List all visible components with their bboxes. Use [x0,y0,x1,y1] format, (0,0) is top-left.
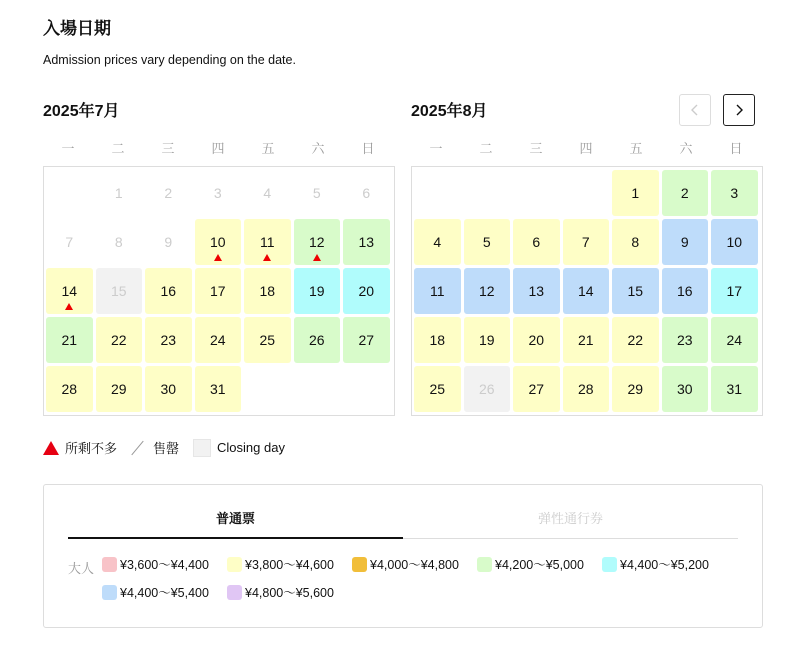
calendar-day[interactable] [244,219,291,265]
day-number: 24 [209,332,226,348]
few-left-icon [43,441,59,455]
day-number: 2 [680,185,689,201]
day-number: 9 [680,234,689,250]
day-number: 7 [65,234,74,250]
calendar-day[interactable] [513,268,560,314]
calendar-day[interactable] [195,219,242,265]
calendar-day[interactable] [612,219,659,265]
day-number: 16 [676,283,693,299]
calendar-day[interactable] [711,366,758,412]
calendar-day[interactable] [612,268,659,314]
calendar-day[interactable] [195,268,242,314]
day-grid [43,166,395,416]
weekday-label: 一 [429,141,443,156]
calendar-day[interactable] [563,366,610,412]
weekday-label: 日 [729,141,743,156]
calendar-day[interactable] [294,219,341,265]
price-tier [102,584,227,600]
tab-regular-ticket[interactable]: 普通票 [68,507,403,539]
day-number: 28 [61,381,78,397]
calendar-day[interactable] [563,317,610,363]
sold-out-label: 售罄 [153,441,180,456]
day-number: 14 [577,283,594,299]
calendar-day [464,366,511,412]
day-number: 23 [676,332,693,348]
weekday-label: 五 [629,141,643,156]
calendar-day[interactable] [563,268,610,314]
calendar-day[interactable] [244,317,291,363]
day-number: 23 [160,332,177,348]
calendar-day[interactable] [662,219,709,265]
day-number: 14 [61,283,78,299]
day-number: 12 [308,234,325,250]
calendar-day[interactable] [612,317,659,363]
weekday-label: 六 [311,141,325,156]
calendar-july [43,100,395,416]
day-number: 27 [358,332,375,348]
price-color-swatch [352,557,367,572]
adult-label: 大人 [68,561,95,576]
day-number: 21 [61,332,78,348]
day-number: 20 [528,332,545,348]
calendar-day[interactable] [662,317,709,363]
calendar-day [96,268,143,314]
price-range-label: ¥3,800〜¥4,600 [245,558,334,572]
day-number: 19 [308,283,325,299]
calendar-day[interactable] [414,317,461,363]
weekday-label: 六 [679,141,693,156]
calendar-day [96,219,143,265]
calendar-august [411,100,763,416]
day-number: 18 [429,332,446,348]
day-number: 9 [164,234,173,250]
calendar-day[interactable] [662,170,709,216]
day-grid [411,166,763,416]
day-number: 29 [110,381,127,397]
day-number: 20 [358,283,375,299]
chevron-left-icon [690,104,700,116]
day-number: 5 [482,234,491,250]
price-color-swatch [227,585,242,600]
day-number: 17 [209,283,226,299]
price-range-label: ¥4,400〜¥5,200 [620,558,709,572]
day-number: 6 [362,185,371,201]
calendar-empty-cell [46,170,93,216]
day-number: 17 [726,283,743,299]
next-month-button[interactable] [723,94,755,126]
month-title: 2025年7月 [43,103,120,120]
few-left-icon [65,303,73,310]
day-number: 24 [726,332,743,348]
closing-day-label: Closing day [217,440,285,455]
day-number: 31 [726,381,743,397]
weekday-label: 三 [529,141,543,156]
calendar-day[interactable] [414,268,461,314]
calendar-day[interactable] [414,219,461,265]
calendar-empty-cell [513,170,560,216]
calendar-day[interactable] [96,366,143,412]
day-number: 15 [627,283,644,299]
day-number: 31 [209,381,226,397]
calendar-day[interactable] [294,317,341,363]
weekday-header [411,140,763,158]
day-number: 25 [259,332,276,348]
day-number: 7 [581,234,590,250]
calendar-day[interactable] [711,268,758,314]
calendar-day[interactable] [662,268,709,314]
day-number: 16 [160,283,177,299]
price-tier [102,556,227,572]
page-subtitle: Admission prices vary depending on the date. [43,53,296,67]
calendar-day[interactable] [563,219,610,265]
day-number: 4 [433,234,442,250]
calendar-day [145,219,192,265]
day-number: 27 [528,381,545,397]
calendar-day[interactable] [513,219,560,265]
day-number: 3 [730,185,739,201]
day-number: 11 [259,234,275,250]
price-tier [477,556,602,572]
ticket-tabs [68,507,738,539]
day-number: 15 [110,283,127,299]
calendar-day[interactable] [46,268,93,314]
price-tier [227,584,352,600]
chevron-right-icon [734,104,744,116]
calendar-empty-cell [464,170,511,216]
prev-month-button[interactable] [679,94,711,126]
calendar-day[interactable] [612,170,659,216]
few-left-icon [313,254,321,261]
calendar-day[interactable] [294,268,341,314]
calendar-day[interactable] [96,317,143,363]
day-number: 25 [429,381,446,397]
calendar-day[interactable] [145,317,192,363]
calendar-day[interactable] [464,268,511,314]
weekday-label: 日 [361,141,375,156]
calendar-day [96,170,143,216]
price-color-swatch [227,557,242,572]
weekday-header [43,140,395,158]
calendar-day[interactable] [711,219,758,265]
weekday-label: 四 [211,141,225,156]
price-card [43,484,763,628]
day-number: 8 [631,234,640,250]
calendar-day [343,170,390,216]
weekday-label: 二 [479,141,493,156]
calendar-day [145,170,192,216]
day-number: 1 [114,185,123,201]
few-left-icon [263,254,271,261]
calendar-day [294,170,341,216]
month-title: 2025年8月 [411,103,488,120]
price-tier [227,556,352,572]
calendar-day[interactable] [145,366,192,412]
closing-day-icon [193,439,211,457]
calendar-day[interactable] [145,268,192,314]
day-number: 28 [577,381,594,397]
weekday-label: 五 [261,141,275,156]
calendar-day[interactable] [46,366,93,412]
day-number: 12 [478,283,495,299]
calendar-day[interactable] [612,366,659,412]
day-number: 3 [213,185,222,201]
weekday-label: 一 [61,141,75,156]
calendar-day[interactable] [711,317,758,363]
calendar-day [46,219,93,265]
calendar-day[interactable] [195,317,242,363]
day-number: 30 [160,381,177,397]
few-left-icon [214,254,222,261]
day-number: 1 [631,185,640,201]
calendar-legend [43,438,285,457]
day-number: 26 [308,332,325,348]
price-color-swatch [602,557,617,572]
weekday-label: 四 [579,141,593,156]
price-color-swatch [477,557,492,572]
day-number: 10 [209,234,226,250]
calendar-day[interactable] [244,268,291,314]
calendar-day[interactable] [343,219,390,265]
price-range-label: ¥4,800〜¥5,600 [245,586,334,600]
calendar-empty-cell [563,170,610,216]
tab-flex-pass[interactable]: 弹性通行券 [537,511,603,526]
calendar-empty-cell [414,170,461,216]
day-number: 18 [259,283,276,299]
calendar-day[interactable] [414,366,461,412]
few-left-label: 所剩不多 [65,441,118,456]
day-number: 2 [164,185,173,201]
day-number: 30 [676,381,693,397]
day-number: 21 [577,332,594,348]
day-number: 13 [528,283,545,299]
day-number: 22 [110,332,127,348]
sold-out-icon [129,440,147,456]
calendar-day[interactable] [343,317,390,363]
price-legend [102,556,742,600]
price-tier [352,556,477,572]
day-number: 10 [726,234,743,250]
price-tier [602,556,727,572]
day-number: 5 [312,185,321,201]
calendar-day[interactable] [513,317,560,363]
day-number: 4 [263,185,272,201]
page-title: 入場日期 [43,19,111,38]
price-range-label: ¥3,600〜¥4,400 [120,558,209,572]
day-number: 13 [358,234,375,250]
calendar-day[interactable] [711,170,758,216]
day-number: 19 [478,332,495,348]
price-range-label: ¥4,000〜¥4,800 [370,558,459,572]
price-range-label: ¥4,400〜¥5,400 [120,586,209,600]
calendar-day[interactable] [343,268,390,314]
calendar-day[interactable] [513,366,560,412]
calendar-day[interactable] [195,366,242,412]
day-number: 6 [532,234,541,250]
day-number: 11 [429,283,445,299]
price-range-label: ¥4,200〜¥5,000 [495,558,584,572]
weekday-label: 二 [111,141,125,156]
price-color-swatch [102,557,117,572]
calendar-day[interactable] [464,219,511,265]
day-number: 22 [627,332,644,348]
day-number: 29 [627,381,644,397]
weekday-label: 三 [161,141,175,156]
calendar-day[interactable] [46,317,93,363]
calendar-day[interactable] [662,366,709,412]
calendar-day [195,170,242,216]
price-color-swatch [102,585,117,600]
calendar-day [244,170,291,216]
day-number: 8 [114,234,123,250]
calendar-day[interactable] [464,317,511,363]
day-number: 26 [478,381,495,397]
